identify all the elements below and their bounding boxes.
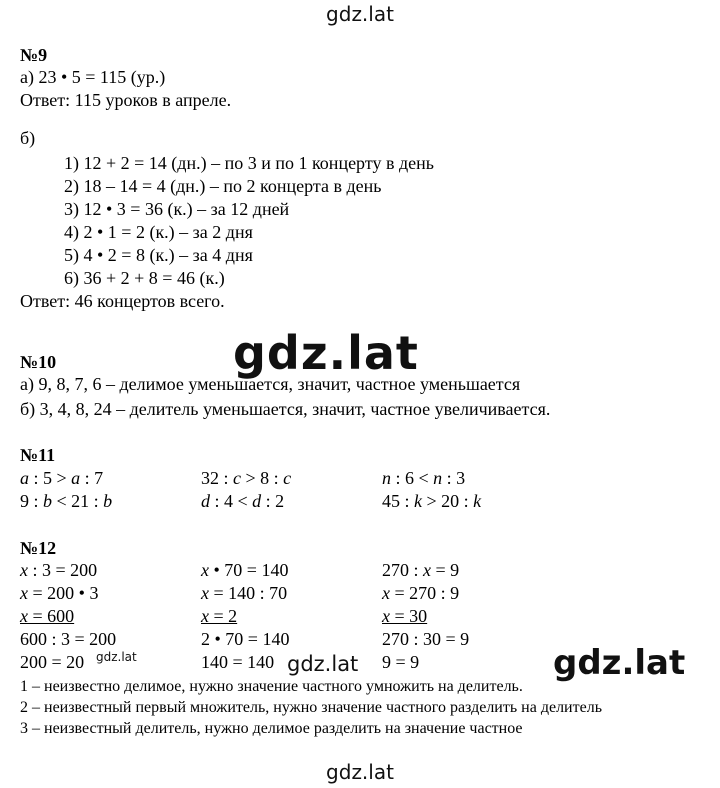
task-9-step-4: 4) 2 • 1 = 2 (к.) – за 2 дня	[64, 222, 253, 242]
task-10-a: а) 9, 8, 7, 6 – делимое уменьшается, значит, частное уменьшается	[20, 374, 521, 394]
watermark-footer: gdz.lat	[326, 760, 394, 784]
task-11-title: №11	[20, 445, 56, 465]
equation-result: x = 30	[382, 606, 428, 626]
equation-result: x = 600	[20, 606, 75, 626]
equation-line: x : 3 = 200	[20, 560, 98, 580]
task-11-expr: 32 : c > 8 : c	[201, 468, 292, 488]
task-11-expr: a : 5 > a : 7	[20, 468, 104, 488]
task-9-step-2: 2) 18 – 14 = 4 (дн.) – по 2 концерта в день	[64, 176, 382, 196]
task-9-step-5: 5) 4 • 2 = 8 (к.) – за 4 дня	[64, 245, 253, 265]
task-11-expr: 9 : b < 21 : b	[20, 491, 113, 511]
watermark-bottom-right: gdz.lat	[553, 643, 686, 683]
task-12-title: №12	[20, 538, 57, 558]
note-2: 2 – неизвестный первый множитель, нужно значение частного разделить на делитель	[20, 699, 602, 716]
watermark-middle: gdz.lat	[233, 326, 419, 380]
equation-result: x = 2	[201, 606, 238, 626]
task-9-step-1: 1) 12 + 2 = 14 (дн.) – по 3 и по 1 концерту в день	[64, 153, 434, 173]
watermark-bottom-center: gdz.lat	[287, 652, 359, 676]
watermark-top: gdz.lat	[326, 2, 394, 26]
task-10-b: б) 3, 4, 8, 24 – делитель уменьшается, значит, частное увеличивается.	[20, 399, 551, 419]
task-11-expr: n : 6 < n : 3	[382, 468, 466, 488]
task-11-expr: d : 4 < d : 2	[201, 491, 285, 511]
task-11-expr: 45 : k > 20 : k	[382, 491, 482, 511]
task-9-step-6: 6) 36 + 2 + 8 = 46 (к.)	[64, 268, 225, 288]
equation-line: x = 270 : 9	[382, 583, 460, 603]
task-9-a: а) 23 • 5 = 115 (ур.)	[20, 67, 166, 87]
task-9-answer-a: Ответ: 115 уроков в апреле.	[20, 90, 232, 110]
equation-line: x • 70 = 140	[201, 560, 289, 580]
task-9-answer-b: Ответ: 46 концертов всего.	[20, 291, 225, 311]
equation-line: x = 200 • 3	[20, 583, 99, 603]
note-1: 1 – неизвестно делимое, нужно значение частного умножить на делитель.	[20, 678, 523, 695]
equation-check: 600 : 3 = 200	[20, 629, 117, 649]
equation-check: 140 = 140	[201, 652, 275, 672]
note-3: 3 – неизвестный делитель, нужно делимое разделить на значение частное	[20, 720, 523, 737]
watermark-small: gdz.lat	[96, 650, 137, 664]
equation-line: 270 : x = 9	[382, 560, 460, 580]
equation-line: x = 140 : 70	[201, 583, 288, 603]
equation-check: 9 = 9	[382, 652, 420, 672]
equation-check: 200 = 20	[20, 652, 85, 672]
equation-check: 2 • 70 = 140	[201, 629, 290, 649]
equation-check: 270 : 30 = 9	[382, 629, 470, 649]
task-10-title: №10	[20, 352, 57, 372]
task-9-title: №9	[20, 45, 48, 65]
task-9-step-3: 3) 12 • 3 = 36 (к.) – за 12 дней	[64, 199, 290, 219]
task-9-b-label: б)	[20, 128, 36, 148]
